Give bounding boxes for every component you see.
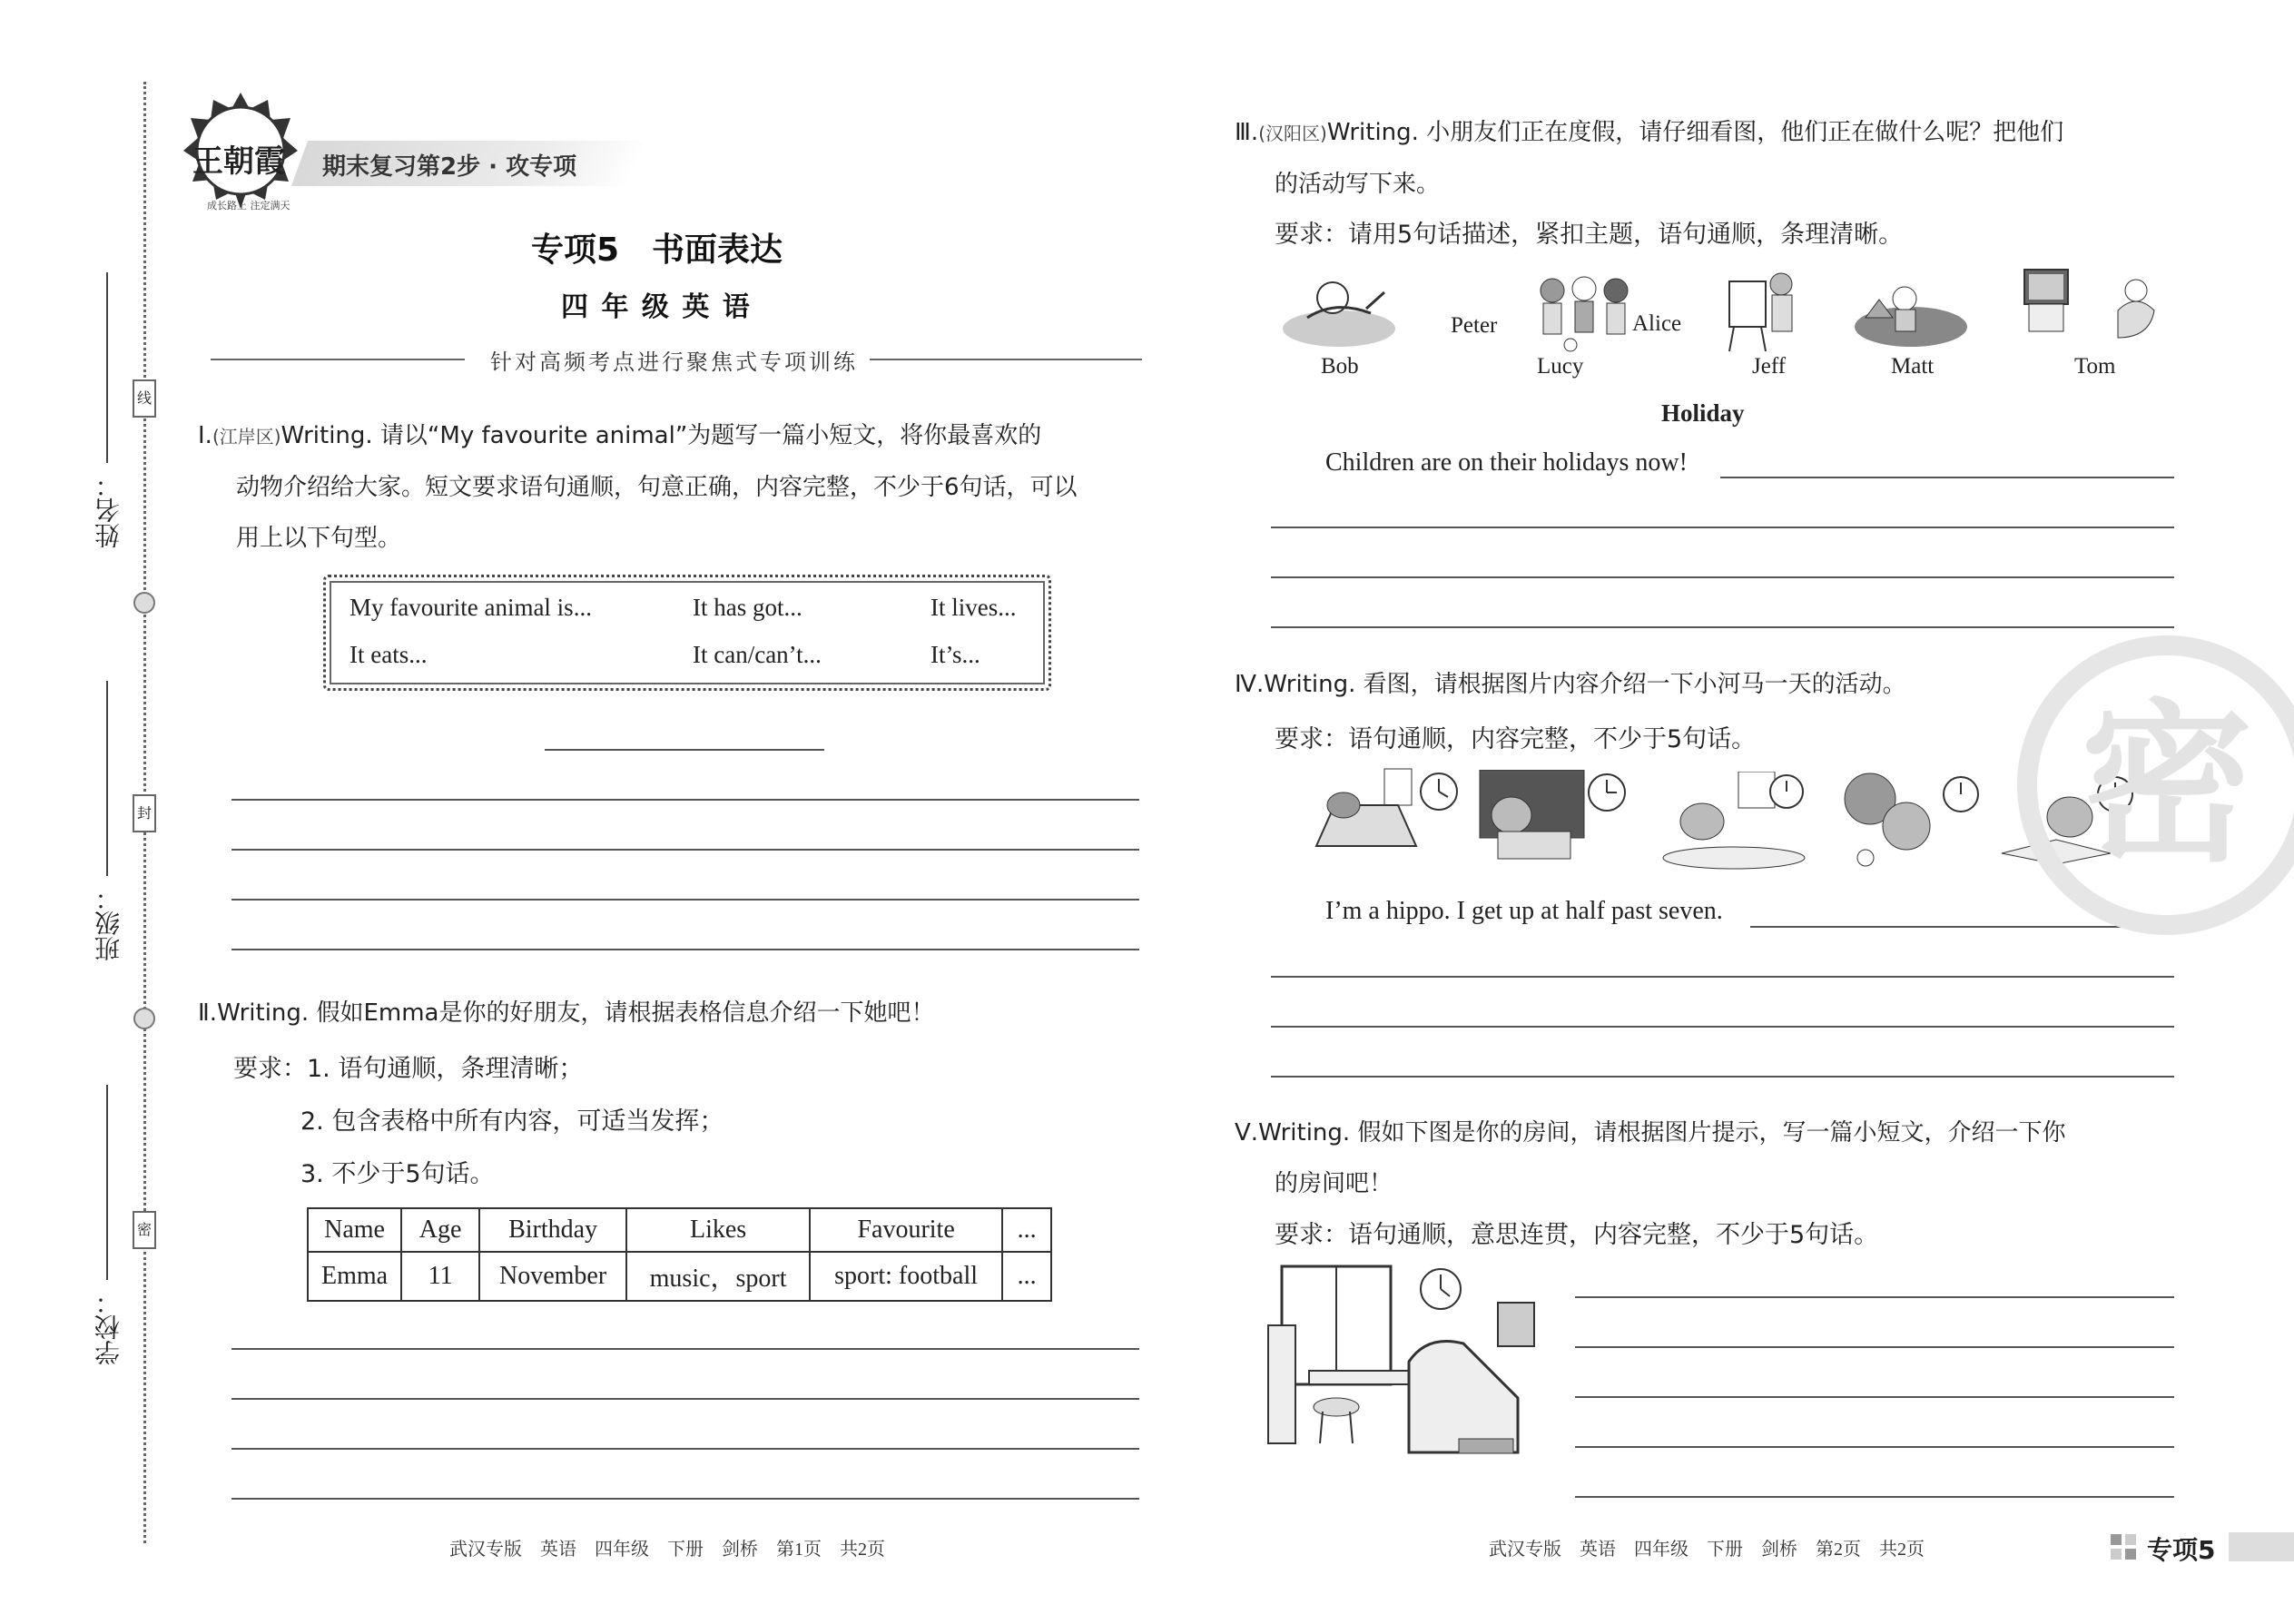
binding-mark-line: 线 [133,379,156,418]
name-label-alice: Alice [1632,311,1682,336]
pattern-item: It eats... [350,641,428,668]
corner-label: 专项5 [2147,1535,2216,1565]
binding-mark-seal: 封 [133,794,156,832]
q5-req: 要求：语句通顺，意思连贯，内容完整，不少于5句话。 [1275,1221,1879,1249]
q1-pattern-box [323,575,1051,691]
table-header-cell: ... [1002,1208,1051,1252]
q3-answer-line[interactable] [1271,527,2174,528]
q5-answer-line[interactable] [1575,1496,2174,1498]
q2-answer-line[interactable] [231,1448,1139,1450]
q4-number: Ⅳ. [1235,671,1265,698]
tagline-rule-right [870,359,1142,360]
step-banner-text: 期末复习第2步 · 攻专项 [322,153,577,181]
q1-answer-line[interactable] [231,849,1139,851]
name-label-peter: Peter [1451,313,1498,338]
pattern-item: My favourite animal is... [350,594,592,621]
hippo-playing-picture [1829,767,1984,871]
q5-number: Ⅴ. [1235,1119,1259,1147]
q2-prompt: Ⅱ.Writing. 假如Emma是你的好朋友，请根据表格信息介绍一下她吧！ [198,999,935,1027]
table-row [308,1252,1051,1301]
page-subtitle: 四 年 级 英 语 [561,291,752,323]
name-label-matt: Matt [1891,354,1935,379]
name-label-jeff: Jeff [1752,354,1787,379]
school-label: 学校： [94,1289,123,1365]
brand-name: 王朝霞 [192,143,285,180]
q4-answer-line[interactable] [1271,976,2174,978]
q2-req2: 2. 包含表格中所有内容，可适当发挥； [300,1107,724,1136]
q1-title-line[interactable] [545,749,824,751]
table-header-cell: Likes [626,1208,810,1252]
q4-answer-line[interactable] [1750,926,2174,928]
q3-prompt: Ⅲ.(汉阳区)Writing. 小朋友们正在度假，请仔细看图，他们正在做什么呢？把他们 的活动写下来。 [1235,119,2064,198]
q4-answer-line[interactable] [1271,1076,2174,1078]
binding-circle-1 [133,592,155,614]
pattern-item: It has got... [693,594,802,621]
name-label-bob: Bob [1321,354,1359,379]
kids-playing-football-picture [1530,272,1639,354]
q2-answer-line[interactable] [231,1398,1139,1400]
name-label: 姓名： [94,472,123,548]
q2-req3: 3. 不少于5句话。 [300,1160,495,1188]
name-field[interactable] [106,272,108,463]
tagline-rule-left [211,359,465,360]
q4-prompt: Ⅳ.Writing. 看图，请根据图片内容介绍一下小河马一天的活动。 [1235,671,1906,698]
q3-req: 要求：请用5句话描述，紧扣主题，语句通顺，条理清晰。 [1275,221,1904,249]
hippo-getting-up-picture [1307,764,1462,864]
hippo-eating-lunch-picture [1652,772,1807,871]
pattern-item: It’s... [930,641,980,668]
name-label-lucy: Lucy [1537,354,1584,379]
footer-left: 武汉专版 英语 四年级 下册 剑桥 第1页 共2页 [449,1540,885,1560]
pattern-item: It can/can’t... [693,641,822,668]
bedroom-picture [1264,1262,1545,1471]
table-cell: 11 [401,1252,479,1301]
q4-req: 要求：语句通顺，内容完整，不少于5句话。 [1275,725,1757,753]
page-title: 专项5 书面表达 [531,231,783,269]
q3-number: Ⅲ. [1235,119,1259,146]
q1-answer-line[interactable] [231,799,1139,801]
table-cell: Emma [308,1252,401,1301]
table-header-cell: Age [401,1208,479,1252]
name-label-tom: Tom [2074,354,2116,379]
q1-number: Ⅰ. [198,422,212,449]
q3-start-sentence: Children are on their holidays now! [1325,448,1688,477]
q2-req1: 要求：1. 语句通顺，条理清晰； [233,1055,584,1083]
hippo-at-school-picture [1475,770,1629,870]
jeff-painting-picture [1725,268,1802,354]
q5-answer-line[interactable] [1575,1346,2174,1348]
q1-answer-line[interactable] [231,949,1139,950]
table-cell: sport: football [810,1252,1002,1301]
bob-swimming-picture [1280,272,1398,349]
seal-text: 密 [2080,684,2253,885]
q1-district: (江岸区) [212,426,281,448]
brand-sub: 成长路上 注定满天 [207,200,290,212]
school-field[interactable] [106,1085,108,1280]
emma-info-table [307,1207,1052,1302]
table-cell: November [479,1252,626,1301]
q3-district: (汉阳区) [1258,123,1327,144]
q5-answer-line[interactable] [1575,1396,2174,1398]
q5-answer-line[interactable] [1575,1446,2174,1448]
q3-heading: Holiday [1661,399,1745,427]
footer-right: 武汉专版 英语 四年级 下册 剑桥 第2页 共2页 [1489,1540,1925,1560]
class-label: 班级： [94,885,123,961]
table-cell: ... [1002,1252,1051,1301]
q2-answer-line[interactable] [231,1348,1139,1350]
class-field[interactable] [106,681,108,876]
binding-circle-2 [133,1008,155,1029]
table-header-row [308,1208,1051,1252]
q3-answer-line[interactable] [1271,626,2174,628]
tagline: 针对高频考点进行聚焦式专项训练 [490,349,858,375]
table-header-cell: Favourite [810,1208,1002,1252]
matt-at-beach-picture [1852,277,1970,349]
q2-answer-line[interactable] [231,1498,1139,1500]
table-header-cell: Birthday [479,1208,626,1252]
corner-bar [2229,1532,2294,1561]
corner-squares [2111,1534,2138,1560]
table-cell: music，sport [626,1252,810,1301]
q3-answer-line[interactable] [1271,576,2174,578]
pattern-item: It lives... [930,594,1017,621]
tom-watching-tv-picture [2020,265,2156,351]
binding-mark-secret: 密 [133,1211,156,1249]
q1-prompt: Ⅰ.(江岸区)Writing. 请以“My favourite animal”为题写一篇小短文，将你最喜欢的 动物介绍给大家。短文要求语句通顺，句意正确，内容完整，不少于6句话，可以 用上以下句型。 [198,422,1078,552]
q3-answer-line[interactable] [1720,477,2174,478]
table-header-cell: Name [308,1208,401,1252]
q1-answer-line[interactable] [231,899,1139,901]
q4-start-sentence: I’m a hippo. I get up at half past seven. [1325,897,1723,925]
q2-number: Ⅱ. [198,999,218,1027]
q4-answer-line[interactable] [1271,1026,2174,1028]
q5-prompt: Ⅴ.Writing. 假如下图是你的房间，请根据图片提示，写一篇小短文，介绍一下你 的房间吧！ [1235,1119,2066,1197]
secret-seal-watermark [2017,635,2294,935]
q5-answer-line[interactable] [1575,1296,2174,1298]
